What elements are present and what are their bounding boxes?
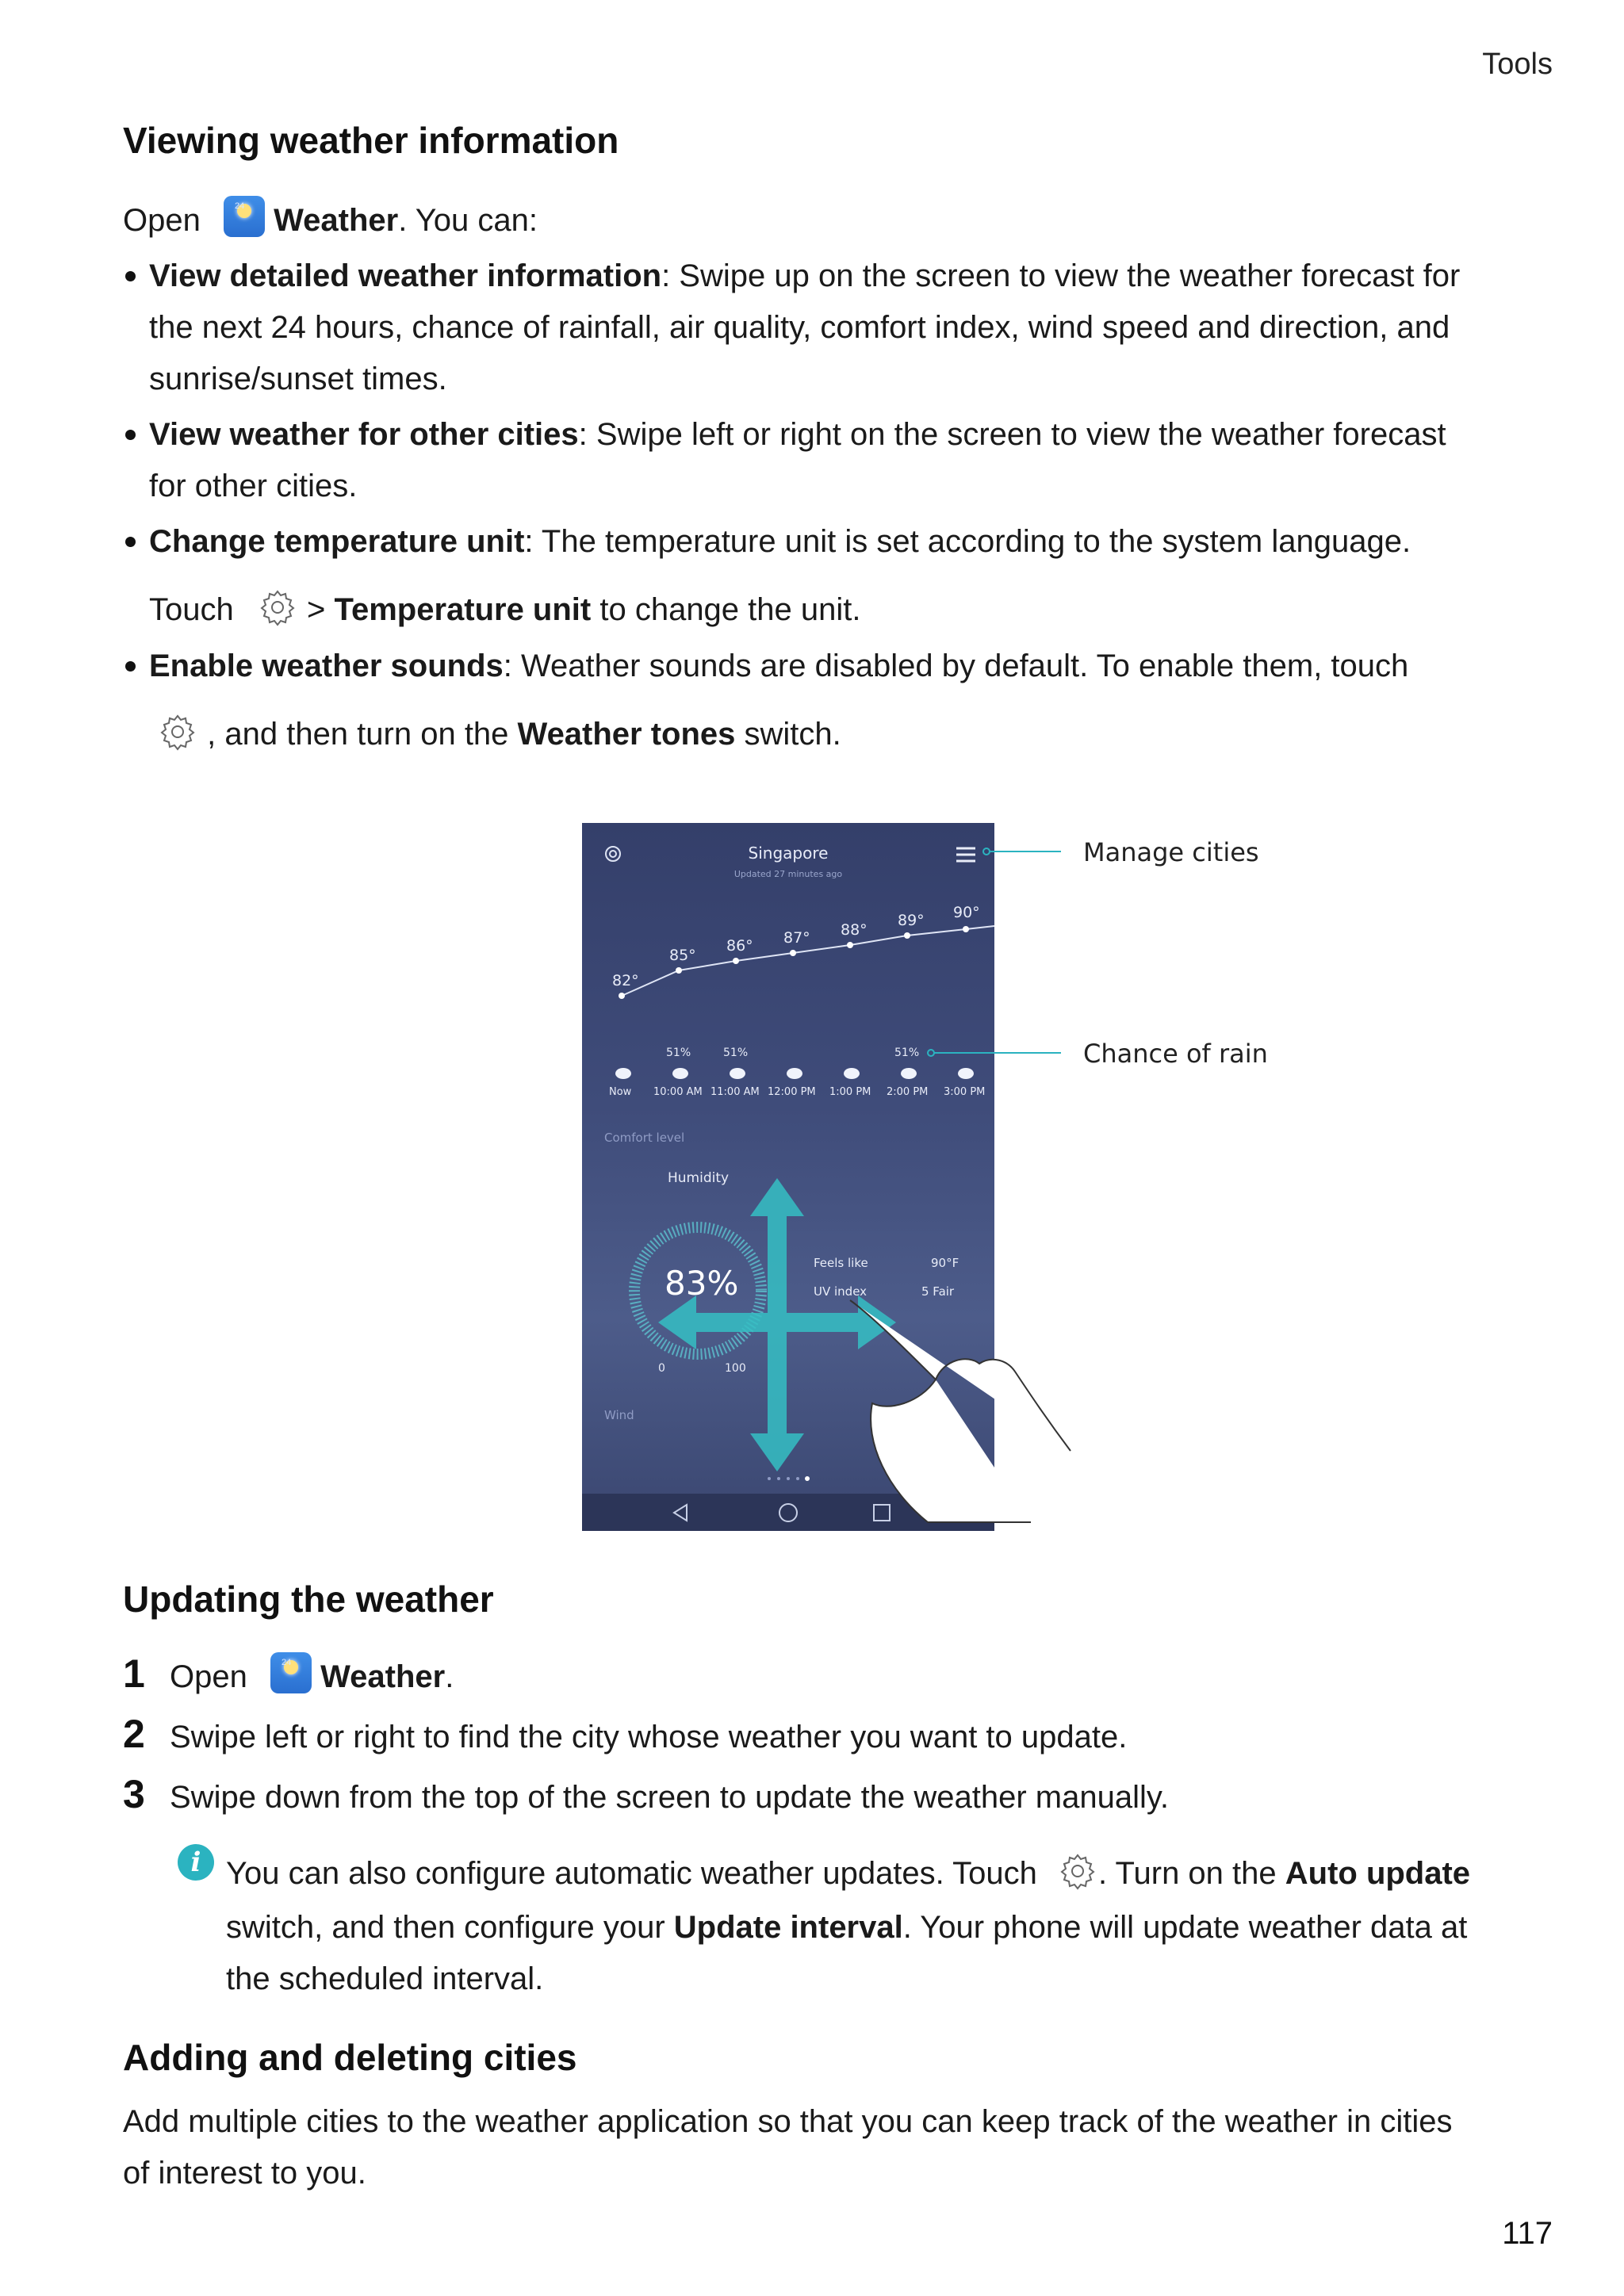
- page-number: 117: [1502, 2216, 1553, 2251]
- section3-line-2: of interest to you.: [123, 2156, 366, 2191]
- settings-gear-icon: [257, 587, 298, 628]
- section-title-updating-weather: Updating the weather: [123, 1578, 494, 1620]
- bullet-4-text: : Weather sounds are disabled by default. To enable them, touch: [503, 649, 1409, 683]
- bullet-3-line-1: [149, 515, 1411, 568]
- humidity-value: 83%: [665, 1264, 739, 1303]
- bullet-2-bold: View weather for other cities: [149, 417, 579, 452]
- step-1-period: .: [445, 1659, 454, 1694]
- update-interval-bold: Update interval: [673, 1910, 903, 1945]
- intro-rest-text: . You can:: [398, 203, 538, 238]
- step-2-text: Swipe left or right to find the city whose weather you want to update.: [170, 1720, 1128, 1755]
- bullet-1-line-1: [149, 250, 1460, 302]
- humidity-label: Humidity: [668, 1170, 730, 1186]
- temp-label: 82°: [612, 972, 639, 989]
- bullet-4-post: switch.: [735, 717, 841, 752]
- bullet-dot: [125, 271, 136, 281]
- note-l1-pre: You can also configure automatic weather updates. Touch: [226, 1856, 1037, 1891]
- gauge-min-label: 0: [658, 1362, 665, 1375]
- section-label: Tools: [1482, 48, 1553, 81]
- hour-label: 2:00 PM: [887, 1086, 929, 1098]
- temp-label: 85°: [669, 947, 696, 964]
- bullet-4-pre: , and then turn on the: [207, 717, 518, 752]
- intro-open-text: Open: [123, 203, 201, 238]
- bullet-3-line-2: [149, 584, 861, 636]
- hour-label: Now: [609, 1086, 632, 1098]
- weather-app-icon: 24: [224, 196, 265, 237]
- menu-icon: [955, 845, 979, 864]
- hour-label: 1:00 PM: [829, 1086, 871, 1098]
- weather-app-icon: 24: [270, 1652, 312, 1693]
- hour-label: 10:00 AM: [653, 1086, 703, 1098]
- section-title-adding-cities: Adding and deleting cities: [123, 2037, 577, 2078]
- note-l2-post: . Your phone will update weather data at: [902, 1910, 1468, 1945]
- bullet-dot: [125, 537, 136, 547]
- bullet-2-line-2: for other cities.: [149, 469, 358, 503]
- bullet-dot: [125, 430, 136, 440]
- section-title-viewing-weather: Viewing weather information: [123, 120, 619, 161]
- note-l1-mid: . Turn on the: [1098, 1856, 1285, 1891]
- callout-line: [982, 847, 1061, 856]
- bullet-3-post: to change the unit.: [591, 592, 861, 627]
- bullet-1-bold: View detailed weather information: [149, 258, 662, 293]
- intro-line: [123, 194, 538, 247]
- step-1-open: Open: [170, 1659, 247, 1694]
- bullet-2-line-1: [149, 408, 1446, 461]
- note-line-2: [226, 1901, 1467, 1954]
- step-1-app: Weather: [320, 1659, 446, 1694]
- bullet-2-text: : Swipe left or right on the screen to view the weather forecast: [578, 417, 1446, 452]
- note-line-3: the scheduled interval.: [226, 1961, 544, 1996]
- weather-tones-bold: Weather tones: [517, 717, 736, 752]
- temp-label: 90°: [953, 904, 980, 921]
- rain-chance-label: 51%: [666, 1047, 691, 1059]
- updated-time: Updated 27 minutes ago: [733, 869, 843, 879]
- temp-label: 86°: [726, 937, 753, 955]
- weather-cloud-icons: [612, 1062, 993, 1081]
- feels-like-value: 90°F: [931, 1256, 959, 1270]
- page-indicator-dots: [766, 1471, 814, 1478]
- bullet-3-bold: Change temperature unit: [149, 524, 525, 559]
- hour-label: 12:00 PM: [768, 1086, 816, 1098]
- temp-label: 89°: [898, 912, 925, 929]
- step-number: 2: [123, 1712, 145, 1756]
- step-number: 1: [123, 1651, 145, 1696]
- info-icon: i: [178, 1844, 214, 1881]
- bullet-4-line-2: [157, 708, 841, 760]
- bullet-1-text: : Swipe up on the screen to view the weather forecast for: [661, 258, 1461, 293]
- temp-label: 87°: [783, 929, 810, 947]
- feels-like-label: Feels like: [814, 1256, 868, 1270]
- section3-line-1: Add multiple cities to the weather application so that you can keep track of the weather in cities: [123, 2104, 1453, 2139]
- temp-label: 88°: [841, 921, 868, 939]
- arrow-text: >: [307, 592, 335, 627]
- chance-of-rain-callout: Chance of rain: [1083, 1039, 1268, 1069]
- settings-gear-icon: [157, 711, 198, 752]
- comfort-level-label: Comfort level: [604, 1131, 685, 1145]
- temperature-chart: [582, 902, 994, 1029]
- step-1-text: [170, 1651, 454, 1703]
- rain-chance-label: 51%: [894, 1047, 920, 1059]
- intro-app-name: Weather: [274, 203, 399, 238]
- step-number: 3: [123, 1772, 145, 1816]
- rain-chance-label: 51%: [723, 1047, 749, 1059]
- note-line-1: [226, 1847, 1470, 1900]
- uv-index-label: UV index: [814, 1284, 868, 1299]
- touch-text: Touch: [149, 592, 234, 627]
- bullet-1-line-2: the next 24 hours, chance of rainfall, air quality, comfort index, wind speed and direction, and: [149, 310, 1450, 345]
- gauge-max-label: 100: [725, 1362, 746, 1375]
- uv-index-value: 5 Fair: [921, 1284, 955, 1299]
- swiping-hand-illustration: [841, 1284, 1078, 1538]
- hour-label: 3:00 PM: [944, 1086, 986, 1098]
- city-name: Singapore: [748, 844, 829, 863]
- bullet-1-line-3: sunrise/sunset times.: [149, 362, 447, 396]
- bullet-4-line-1: [149, 640, 1408, 692]
- step-3-text: Swipe down from the top of the screen to update the weather manually.: [170, 1780, 1169, 1815]
- auto-update-bold: Auto update: [1285, 1856, 1471, 1891]
- bullet-4-bold: Enable weather sounds: [149, 649, 504, 683]
- manage-cities-callout: Manage cities: [1083, 837, 1259, 867]
- callout-line: [926, 1048, 1061, 1058]
- wind-label: Wind: [604, 1408, 634, 1422]
- bullet-3-text: : The temperature unit is set according to the system language.: [524, 524, 1411, 559]
- note-l2-pre: switch, and then configure your: [226, 1910, 674, 1945]
- temperature-unit-bold: Temperature unit: [334, 592, 592, 627]
- settings-gear-icon: [1057, 1850, 1098, 1892]
- bullet-dot: [125, 661, 136, 672]
- hour-label: 11:00 AM: [710, 1086, 760, 1098]
